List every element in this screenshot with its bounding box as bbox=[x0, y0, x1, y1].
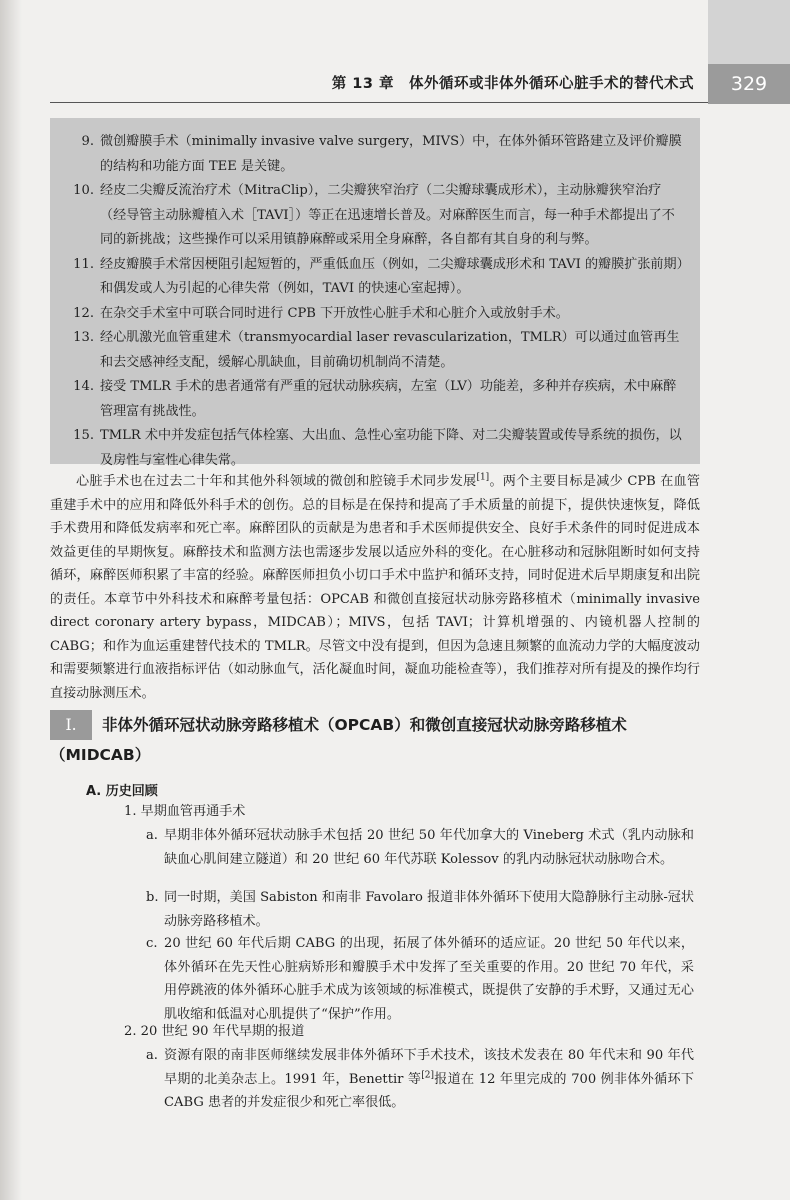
sub-item-text-start: 资源有限的南非医师继续发展非体外循环下手术技术，该技术发表在 80 年代末和 90 年代早期的北美杂志上。1991 年，Benettir 等 bbox=[164, 1048, 694, 1087]
key-point-number: 9. bbox=[81, 134, 94, 149]
section-heading bbox=[50, 710, 710, 770]
list-item-heading: 2. 20 世纪 90 年代早期的报道 bbox=[124, 1024, 305, 1039]
key-point-number: 10. bbox=[73, 183, 94, 198]
key-point-number: 12. bbox=[73, 305, 94, 321]
key-point-item bbox=[62, 302, 684, 327]
key-point-item bbox=[62, 375, 684, 424]
chapter-title: 第 13 章 体外循环或非体外循环心脏手术的替代术式 bbox=[331, 76, 694, 92]
key-point-item bbox=[62, 326, 684, 375]
sub-item-label: c. bbox=[146, 936, 158, 951]
subsection-heading: A. 历史回顾 bbox=[86, 784, 158, 799]
key-point-number: 15. bbox=[73, 428, 94, 443]
intro-paragraph bbox=[50, 470, 700, 705]
sub-item-text: 同一时期，美国 Sabiston 和南非 Favolaro 报道非体外循环下使用大隐静脉行主动脉-冠状动脉旁路移植术。 bbox=[164, 890, 694, 929]
sub-item-text: 20 世纪 60 年代后期 CABG 的出现，拓展了体外循环的适应证。20 世纪 50 年代以来，体外循环在先天性心脏病矫形和瓣膜手术中发挥了至关重要的作用。20 世纪 70 年代，采用停跳液的体外循环心脏手术成为该领域的标准模式，既提供了安静的手术野，又通过无心肌收缩和低温对心肌提供了“保护”作用。 bbox=[164, 936, 694, 1022]
key-point-item bbox=[62, 424, 684, 473]
sub-item-label: a. bbox=[146, 828, 158, 843]
key-point-number: 14. bbox=[73, 379, 94, 394]
section-title: 非体外循环冠状动脉旁路移植术（OPCAB）和微创直接冠状动脉旁路移植术（MIDCAB） bbox=[50, 716, 627, 764]
sub-item bbox=[146, 1044, 694, 1115]
key-point-item bbox=[62, 253, 684, 302]
key-point-text: 接受 TMLR 手术的患者通常有严重的冠状动脉疾病，左室（LV）功能差，多种并存疾病，术中麻醉管理富有挑战性。 bbox=[100, 379, 677, 419]
key-point-text: 经皮瓣膜手术常因梗阻引起短暂的，严重低血压（例如，二尖瓣球囊成形术和 TAVI 的瓣膜扩张前期）和偶发或人为引起的心律失常（例如，TAVI 的快速心室起搏）。 bbox=[100, 256, 684, 296]
page-number: 329 bbox=[708, 64, 790, 104]
key-point-number: 11. bbox=[73, 256, 94, 272]
key-point-number: 13. bbox=[73, 330, 94, 345]
section-number-badge: Ⅰ. bbox=[50, 710, 92, 740]
sub-item bbox=[146, 886, 694, 933]
citation-ref: [1] bbox=[476, 472, 490, 483]
header-rule bbox=[50, 102, 708, 103]
sub-item-text bbox=[146, 1044, 694, 1115]
sub-item-label: a. bbox=[146, 1048, 158, 1063]
list-item-heading: 1. 早期血管再通手术 bbox=[124, 804, 246, 819]
page-gutter-shadow bbox=[0, 0, 22, 1200]
key-point-text: 微创瓣膜手术（minimally invasive valve surgery，MIVS）中，在体外循环管路建立及评价瓣膜的结构和功能方面 TEE 是关键。 bbox=[100, 134, 682, 174]
sub-item bbox=[146, 824, 694, 871]
sub-item-text: 早期非体外循环冠状动脉手术包括 20 世纪 50 年代加拿大的 Vineberg 术式（乳内动脉和缺血心肌间建立隧道）和 20 世纪 60 年代苏联 Kolessov 的乳内动脉冠状动脉吻合术。 bbox=[164, 828, 694, 867]
intro-text-rest: 。两个主要目标是减少 CPB 在血管重建手术中的应用和降低外科手术的创伤。总的目标是在保持和提高了手术质量的前提下，提供快速恢复，降低手术费用和降低发病率和死亡率。麻醉团队的贡献是为患者和手术医师提供安全、良好手术条件的同时促进成本效益更佳的早期恢复。麻醉技术和监测方法也需逐步发展以适应外科的变化。在心脏移动和冠脉阻断时如何支持循环，麻醉医师积累了丰富的经验。麻醉医师担负小切口手术中监护和循环支持，同时促进术后早期康复和出院的责任。本章节中外科技术和麻醉考量包括：OPCAB 和微创直接冠状动脉旁路移植术（minimally invasive direct coronary artery bypass，MIDCAB）；MIVS，包括 TAVI；计算机增强的、内镜机器人控制的 CABG；和作为血运重建替代技术的 TMLR。尽管文中没有提到，但因为急速且频繁的血流动力学的大幅度波动和需要频繁进行血液指标评估（如动脉血气，活化凝血时间，凝血功能检查等），我们推荐对所有提及的操作均行直接动脉测压术。 bbox=[50, 474, 700, 701]
citation-ref: [2] bbox=[421, 1070, 434, 1081]
sub-item-text-rest: 报道在 12 年里完成的 700 例非体外循环下 CABG 患者的并发症很少和死亡率很低。 bbox=[164, 1071, 694, 1110]
key-point-item bbox=[62, 130, 684, 179]
intro-text-start: 心脏手术也在过去二十年和其他外科领域的微创和腔镜手术同步发展 bbox=[76, 474, 477, 489]
key-points-list bbox=[62, 130, 684, 473]
sub-item bbox=[146, 932, 694, 1026]
key-point-item bbox=[62, 179, 684, 253]
key-point-text: TMLR 术中并发症包括气体栓塞、大出血、急性心室功能下降、对二尖瓣装置或传导系统的损伤，以及房性与室性心律失常。 bbox=[100, 428, 682, 468]
key-point-text: 经皮二尖瓣反流治疗术（MitraClip），二尖瓣狭窄治疗（二尖瓣球囊成形术），主动脉瓣狭窄治疗（经导管主动脉瓣植入术［TAVI］）等正在迅速增长普及。对麻醉医生而言，每一种手术都提出了不同的新挑战；这些操作可以采用镇静麻醉或采用全身麻醉，各自都有其自身的利与弊。 bbox=[100, 183, 675, 247]
key-point-text: 经心肌激光血管重建术（transmyocardial laser revascularization，TMLR）可以通过血管再生和去交感神经支配，缓解心肌缺血，目前确切机制尚不清楚。 bbox=[100, 330, 680, 370]
key-points-box bbox=[50, 118, 700, 468]
sub-item-label: b. bbox=[146, 890, 159, 905]
key-point-text: 在杂交手术室中可联合同时进行 CPB 下开放性心脏手术和心脏介入或放射手术。 bbox=[100, 305, 569, 321]
